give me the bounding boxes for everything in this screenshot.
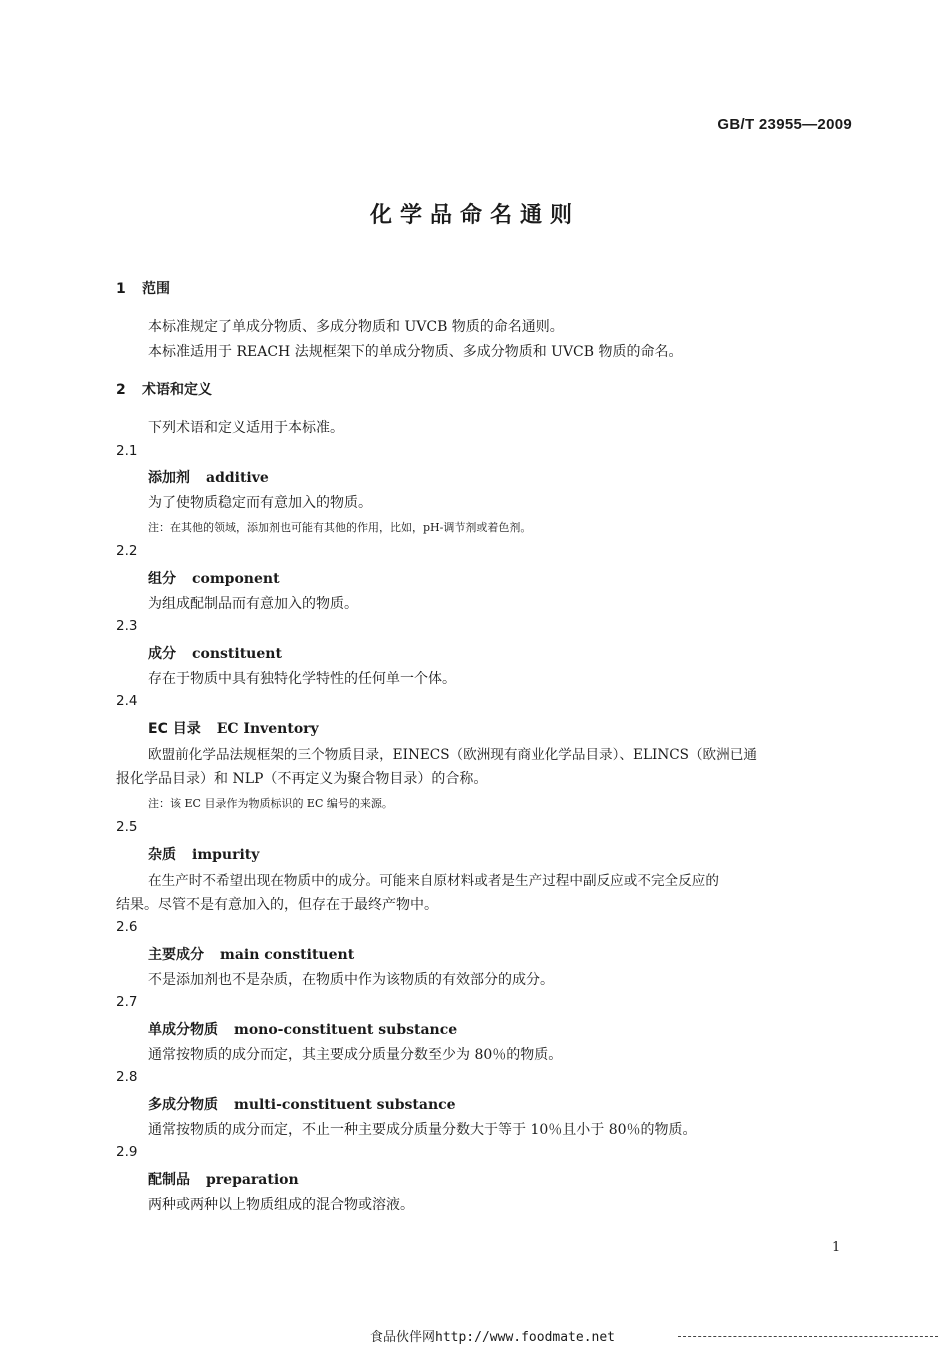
term-zh: 成分 [148, 646, 176, 662]
term-zh: 单成分物质 [148, 1022, 218, 1038]
term-definition: 通常按物质的成分而定，其主要成分质量分数至少为 80％的物质。 [148, 1047, 563, 1063]
page-number: 1 [832, 1240, 841, 1255]
section-title: 范围 [142, 281, 170, 297]
scope-paragraph: 本标准适用于 REACH 法规框架下的单成分物质、多成分物质和 UVCB 物质的命名。 [148, 344, 683, 360]
term-en: multi-constituent substance [234, 1097, 456, 1113]
term-definition: 欧盟前化学品法规框架的三个物质目录，EINECS（欧洲现有商业化学品目录）、ELINCS（欧洲已通 [148, 747, 757, 763]
term-heading [148, 467, 269, 487]
footer-divider [678, 1336, 938, 1337]
term-definition: 通常按物质的成分而定，不止一种主要成分质量分数大于等于 10％且小于 80％的物质。 [148, 1122, 697, 1138]
term-zh: 组分 [148, 571, 176, 587]
term-heading [148, 568, 280, 588]
term-definition: 在生产时不希望出现在物质中的成分。可能来自原材料或者是生产过程中副反应或不完全反应的 [148, 873, 719, 889]
terms-intro: 下列术语和定义适用于本标准。 [148, 420, 344, 436]
term-en: mono-constituent substance [234, 1022, 458, 1038]
clause-number: 2.7 [116, 994, 138, 1010]
term-heading [148, 718, 319, 738]
term-definition: 为了使物质稳定而有意加入的物质。 [148, 495, 372, 511]
clause-number: 2.9 [116, 1144, 138, 1160]
section-heading-scope [116, 278, 170, 298]
clause-number: 2.1 [116, 443, 138, 459]
term-en: constituent [192, 646, 282, 662]
term-en: preparation [206, 1172, 299, 1188]
term-zh: 配制品 [148, 1172, 190, 1188]
term-en: EC Inventory [216, 721, 319, 737]
standard-code: GB/T 23955—2009 [717, 116, 852, 133]
term-zh: 杂质 [148, 847, 176, 863]
section-title: 术语和定义 [142, 382, 212, 398]
section-heading-terms [116, 379, 212, 399]
term-en: impurity [192, 847, 260, 863]
scope-paragraph: 本标准规定了单成分物质、多成分物质和 UVCB 物质的命名通则。 [148, 319, 564, 335]
section-number: 2 [116, 382, 126, 398]
clause-number: 2.2 [116, 543, 138, 559]
term-zh: EC 目录 [148, 721, 201, 737]
term-heading [148, 944, 354, 964]
term-heading [148, 844, 259, 864]
clause-number: 2.3 [116, 618, 138, 634]
term-definition: 不是添加剂也不是杂质，在物质中作为该物质的有效部分的成分。 [148, 972, 554, 988]
clause-number: 2.5 [116, 819, 138, 835]
term-zh: 主要成分 [148, 947, 204, 963]
term-definition: 存在于物质中具有独特化学特性的任何单一个体。 [148, 671, 456, 687]
term-definition-continued: 结果。尽管不是有意加入的，但存在于最终产物中。 [116, 897, 438, 913]
term-zh: 多成分物质 [148, 1097, 218, 1113]
term-heading [148, 643, 282, 663]
clause-number: 2.6 [116, 919, 138, 935]
term-en: component [192, 571, 280, 587]
term-definition-continued: 报化学品目录）和 NLP（不再定义为聚合物目录）的合称。 [116, 771, 488, 787]
term-note: 注：该 EC 目录作为物质标识的 EC 编号的来源。 [148, 797, 393, 810]
term-heading [148, 1094, 456, 1114]
term-heading [148, 1019, 457, 1039]
term-definition: 为组成配制品而有意加入的物质。 [148, 596, 358, 612]
clause-number: 2.4 [116, 693, 138, 709]
term-en: additive [206, 470, 269, 486]
term-heading [148, 1169, 299, 1189]
term-en: main constituent [220, 947, 355, 963]
term-definition: 两种或两种以上物质组成的混合物或溶液。 [148, 1197, 414, 1213]
footer-watermark: 食品伙伴网http://www.foodmate.net [370, 1330, 616, 1345]
section-number: 1 [116, 281, 126, 297]
term-zh: 添加剂 [148, 470, 190, 486]
clause-number: 2.8 [116, 1069, 138, 1085]
term-note: 注：在其他的领域，添加剂也可能有其他的作用，比如，pH-调节剂或着色剂。 [148, 521, 532, 534]
document-title: 化学品命名通则 [369, 203, 580, 228]
